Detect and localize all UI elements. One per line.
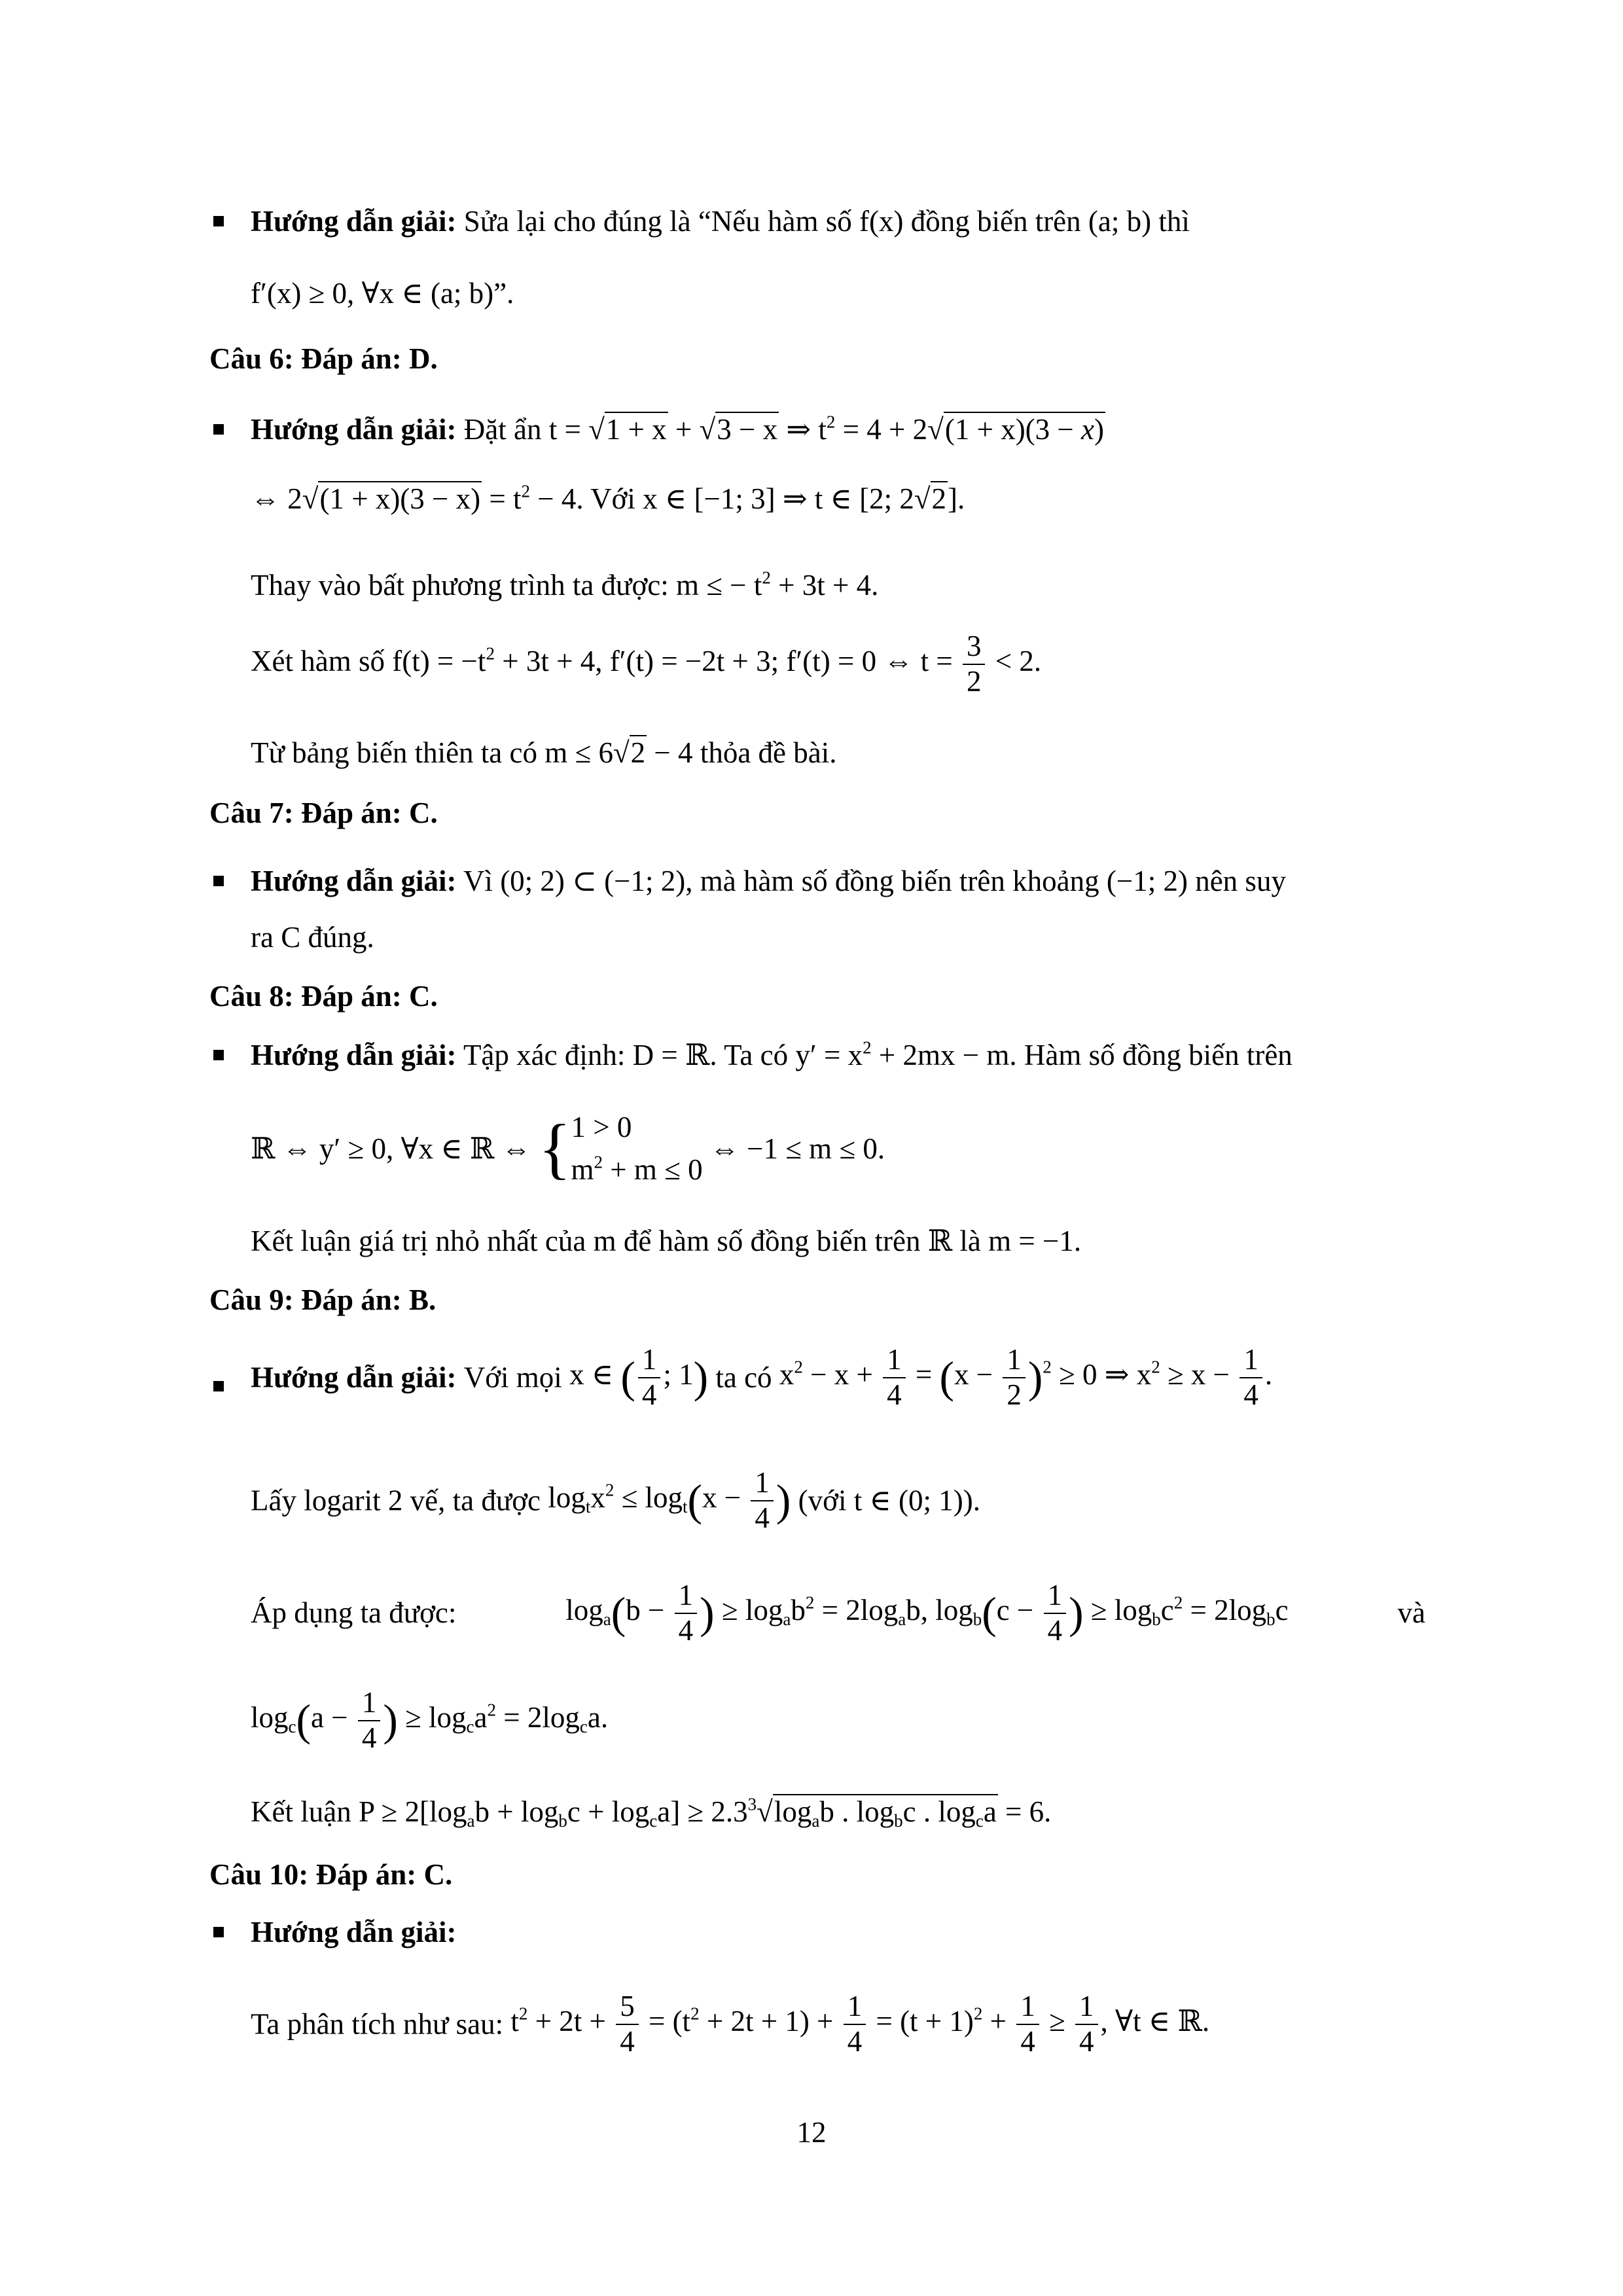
guide-label: Hướng dẫn giải: [251,1039,457,1071]
c5-line-1 [251,207,1190,236]
math: $x^2 - x$ + $\frac{1}{4}$ = (x − $\frac{1}{2}$ )$^2$ ≥ 0 ⇒ $x^2 \ge x$ − $\frac{1}{4}$ . [779,1343,1273,1411]
math: $t^2 + 2t$ + $\frac{5}{4}$ = $(t^2 + 2t + 1)$ + $\frac{1}{4}$ = $(t + 1)^2$ + $\frac{1}{4}$ ≥ $\frac{1}{4}$ , ∀t ∈ ℝ. [510,1990,1210,2058]
c10-line-1 [251,1918,457,1947]
c8-line-1 [251,1037,1293,1071]
guide-label: Hướng dẫn giải: [251,865,457,897]
text: thì [1151,205,1190,238]
text: đồng biến trên [903,205,1088,238]
text: ”. [493,277,514,310]
text: Vì [463,865,501,897]
text: Thay vào bất phương trình ta được: [251,569,676,601]
math: x ∈ ( $\frac{1}{4}$ ; 1) [569,1343,709,1411]
math: x ∈ [−1; 3] ⇒ t ∈ [2; 2√2]. [643,482,965,515]
math: ℝ ⇔ y′ ≥ 0, ∀x ∈ ℝ ⇔ [251,1132,539,1165]
math: m = −1. [988,1225,1082,1257]
text: (với [791,1484,854,1517]
text: ta có [708,1361,779,1394]
c9-line-3 [251,1579,1425,1648]
question-6-heading: Câu 6: Đáp án: D. [209,342,438,375]
brace: { [538,1111,571,1186]
math: (0; 2) ⊂ (−1; 2), [500,865,693,897]
math: $\log_tx^2 \le \log_t(x$ − $\frac{1}{4}$ ) [548,1466,791,1534]
text: Xét hàm số [251,645,393,678]
text: Ta có [717,1039,796,1071]
c6-line-3 [251,567,879,601]
text: Tập xác định: [463,1039,633,1071]
bullet [213,1927,224,1937]
text: Kết luận [251,1795,359,1828]
math: m ≤ − $t^2 + 3t + 4$. [675,567,879,601]
math: t = √1 + x + √3 − x ⇒ $t^2 = 4 + 2√(1 + x)(3 - x)$ [548,412,1105,446]
guide-label: Hướng dẫn giải: [251,1361,457,1394]
text: là [952,1225,989,1257]
text: thỏa đề bài. [692,736,837,769]
c7-line-2: ra C đúng. [251,921,374,954]
text: và [1397,1596,1425,1630]
c8-line-3 [251,1227,1081,1256]
text: . Hàm số đồng biến trên [1009,1039,1293,1071]
bullet [213,876,224,886]
c6-line-4 [251,630,1041,699]
question-9-heading: Câu 9: Đáp án: B. [209,1283,437,1316]
c6-line-2 [251,481,965,515]
bullet [213,1381,224,1391]
c9-line-4 [251,1686,608,1755]
question-8-heading: Câu 8: Đáp án: C. [209,980,438,1013]
c5-line-2 [251,279,514,308]
c7-line-1 [251,867,1286,896]
c9-line-5 [251,1794,1052,1831]
text: Với mọi [463,1361,570,1394]
math: $\log_a(b$ − $\frac{1}{4}$ ) ≥ $\log_ab^2 = 2\log_ab$, $\log_b(c$ − $\frac{1}{4}$ ) ≥ $\log_bc^2 = 2\log_bc$ [565,1579,1289,1647]
c6-line-5 [251,738,837,768]
question-10-heading: Câu 10: Đáp án: C. [209,1858,453,1891]
math: (a; b) [1088,205,1152,238]
math: m ≤ 6√2 − 4 [544,736,693,769]
c10-line-2 [251,1990,1209,2059]
page-number: 12 [796,2116,827,2149]
question-7-heading: Câu 7: Đáp án: C. [209,797,438,829]
c9-line-2 [251,1466,980,1535]
math: $f(t) = -t^2 + 3t + 4$, f′(t) = −2t + 3; f′(t) = 0 ⇔ t = $\frac{3}{2}$ < 2. [392,630,1042,698]
guide-label: Hướng dẫn giải: [251,1916,457,1948]
guide-label: Hướng dẫn giải: [251,413,457,446]
text: Sửa lại cho đúng là “Nếu hàm số [463,205,859,238]
text: Đặt ẩn [463,413,549,446]
math: $P \ge 2[\log_ab + \log_bc + \log_ca] \ge 2.3^3√\log_ab$ . $\log_bc$ . $\log_ca = 6$. [358,1794,1052,1831]
text: Với [583,482,643,515]
guide-label: Hướng dẫn giải: [251,205,457,238]
text: Từ bảng biến thiên ta có [251,736,545,769]
text: nên suy [1187,865,1286,897]
text: Kết luận giá trị nhỏ nhất của m để hàm số đồng biến trên [251,1225,928,1257]
math: D = ℝ. [632,1039,717,1071]
bullet [213,216,224,226]
system: 1 > 0 $m^2 + m \le 0$ [571,1111,703,1187]
math: ⇔ $2√(1 + x)(3 - x) = t^2 - 4$. [251,481,584,515]
math: $y' = x^2 + 2mx - m$ [795,1037,1010,1071]
math: f′(x) ≥ 0, ∀x ∈ (a; b) [251,277,494,310]
math: f(x) [859,205,904,238]
bullet [213,424,224,435]
math: ℝ [927,1225,953,1257]
c9-line-1 [251,1343,1272,1412]
math: ⇔ −1 ≤ m ≤ 0. [702,1132,885,1165]
math: (−1; 2) [1106,865,1188,897]
text: Ta phân tích như sau: [251,2007,511,2041]
c8-line-2 [251,1106,885,1192]
text: Áp dụng ta được: [251,1596,457,1630]
text: mà hàm số đồng biến trên khoảng [692,865,1107,897]
math: t ∈ (0; 1)). [853,1484,980,1517]
bullet [213,1050,224,1060]
c6-line-1 [251,412,1105,446]
text: Lấy logarit 2 vế, ta được [251,1484,548,1517]
math: $\log_c(a$ − $\frac{1}{4}$ ) ≥ $\log_ca^2 = 2\log_ca$. [251,1686,609,1754]
